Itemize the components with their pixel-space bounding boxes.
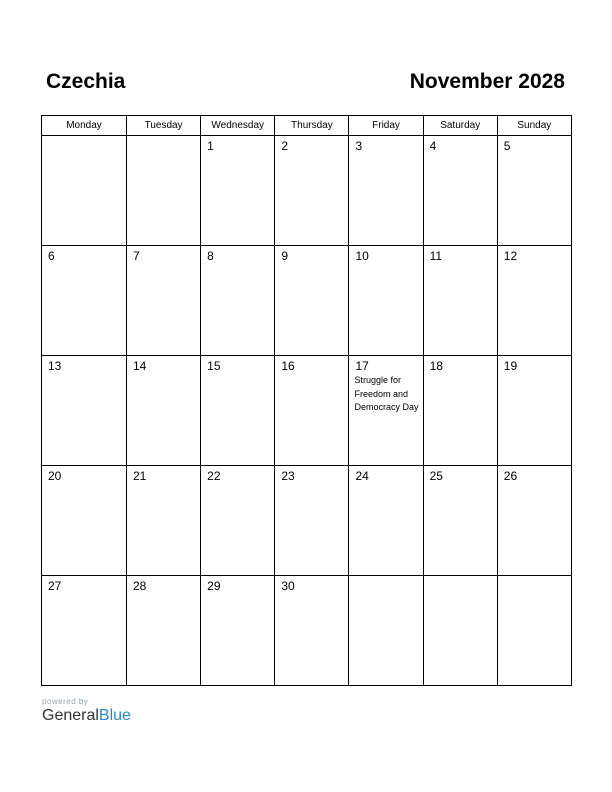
weekday-monday: Monday [42,116,127,136]
week-row [42,136,572,246]
weekday-header-row [42,116,572,136]
day-cell [201,246,275,356]
day-number: 24 [355,469,369,483]
logo-blue: Blue [98,707,131,724]
day-cell [127,246,201,356]
day-cell [497,136,571,246]
week-row [42,576,572,686]
day-cell [275,466,349,576]
weekday-friday: Friday [349,116,423,136]
day-cell [201,466,275,576]
day-cell [201,576,275,686]
day-cell [423,246,497,356]
day-number: 12 [503,249,518,263]
day-cell [497,356,571,466]
day-number: 7 [133,249,140,263]
day-cell [423,466,497,576]
day-number: 9 [281,249,288,263]
day-cell [127,576,201,686]
day-cell [275,576,349,686]
day-number: 6 [48,249,55,263]
calendar-grid [41,115,572,686]
day-cell-holiday [349,356,423,466]
day-number: 22 [207,469,221,483]
week-row [42,356,572,466]
footer-branding [42,697,131,725]
logo-general: General [42,707,99,724]
day-cell [497,246,571,356]
day-cell [127,466,201,576]
day-number: 20 [48,469,62,483]
day-number: 29 [207,579,221,593]
powered-by-text: powered by [42,697,89,706]
day-cell [275,356,349,466]
day-cell [497,576,571,686]
weekday-tuesday: Tuesday [127,116,201,136]
day-cell [201,356,275,466]
weekday-wednesday: Wednesday [201,116,275,136]
day-number: 19 [503,359,518,373]
day-number: 21 [133,469,147,483]
day-cell [349,136,423,246]
day-number: 13 [48,359,62,373]
day-number: 25 [429,469,443,483]
day-number: 26 [503,469,518,483]
day-cell [349,466,423,576]
day-cell [42,356,127,466]
day-number: 17 [355,359,369,373]
day-number: 3 [355,139,363,153]
day-cell [349,576,423,686]
day-number: 14 [133,359,147,373]
day-number: 18 [429,359,443,373]
day-number: 28 [133,579,147,593]
day-number: 11 [429,249,443,263]
day-cell [497,466,571,576]
day-cell [423,356,497,466]
day-number: 1 [207,139,214,153]
generalblue-logo [42,707,131,725]
day-cell [275,136,349,246]
day-cell [201,136,275,246]
week-row [42,466,572,576]
day-number: 16 [281,359,295,373]
day-cell [423,576,497,686]
weekday-sunday: Sunday [497,116,571,136]
weekday-saturday: Saturday [423,116,497,136]
weekday-thursday: Thursday [275,116,349,136]
day-number: 27 [48,579,62,593]
day-cell [275,246,349,356]
day-cell [127,136,201,246]
day-number: 2 [281,139,288,153]
day-number: 30 [281,579,295,593]
day-cell [127,356,201,466]
day-cell [349,246,423,356]
holiday-label: Struggle for Freedom and Democracy Day [354,375,419,412]
day-cell [42,576,127,686]
day-cell [42,466,127,576]
day-cell [42,136,127,246]
day-cell [423,136,497,246]
month-year-title: November 2028 [409,70,565,93]
day-cell [42,246,127,356]
day-number: 10 [355,249,369,263]
day-number: 8 [207,249,214,263]
country-title: Czechia [46,70,126,93]
week-row [42,246,572,356]
day-number: 23 [281,469,295,483]
day-number: 5 [503,139,511,153]
day-number: 15 [207,359,221,373]
day-number: 4 [429,139,437,153]
